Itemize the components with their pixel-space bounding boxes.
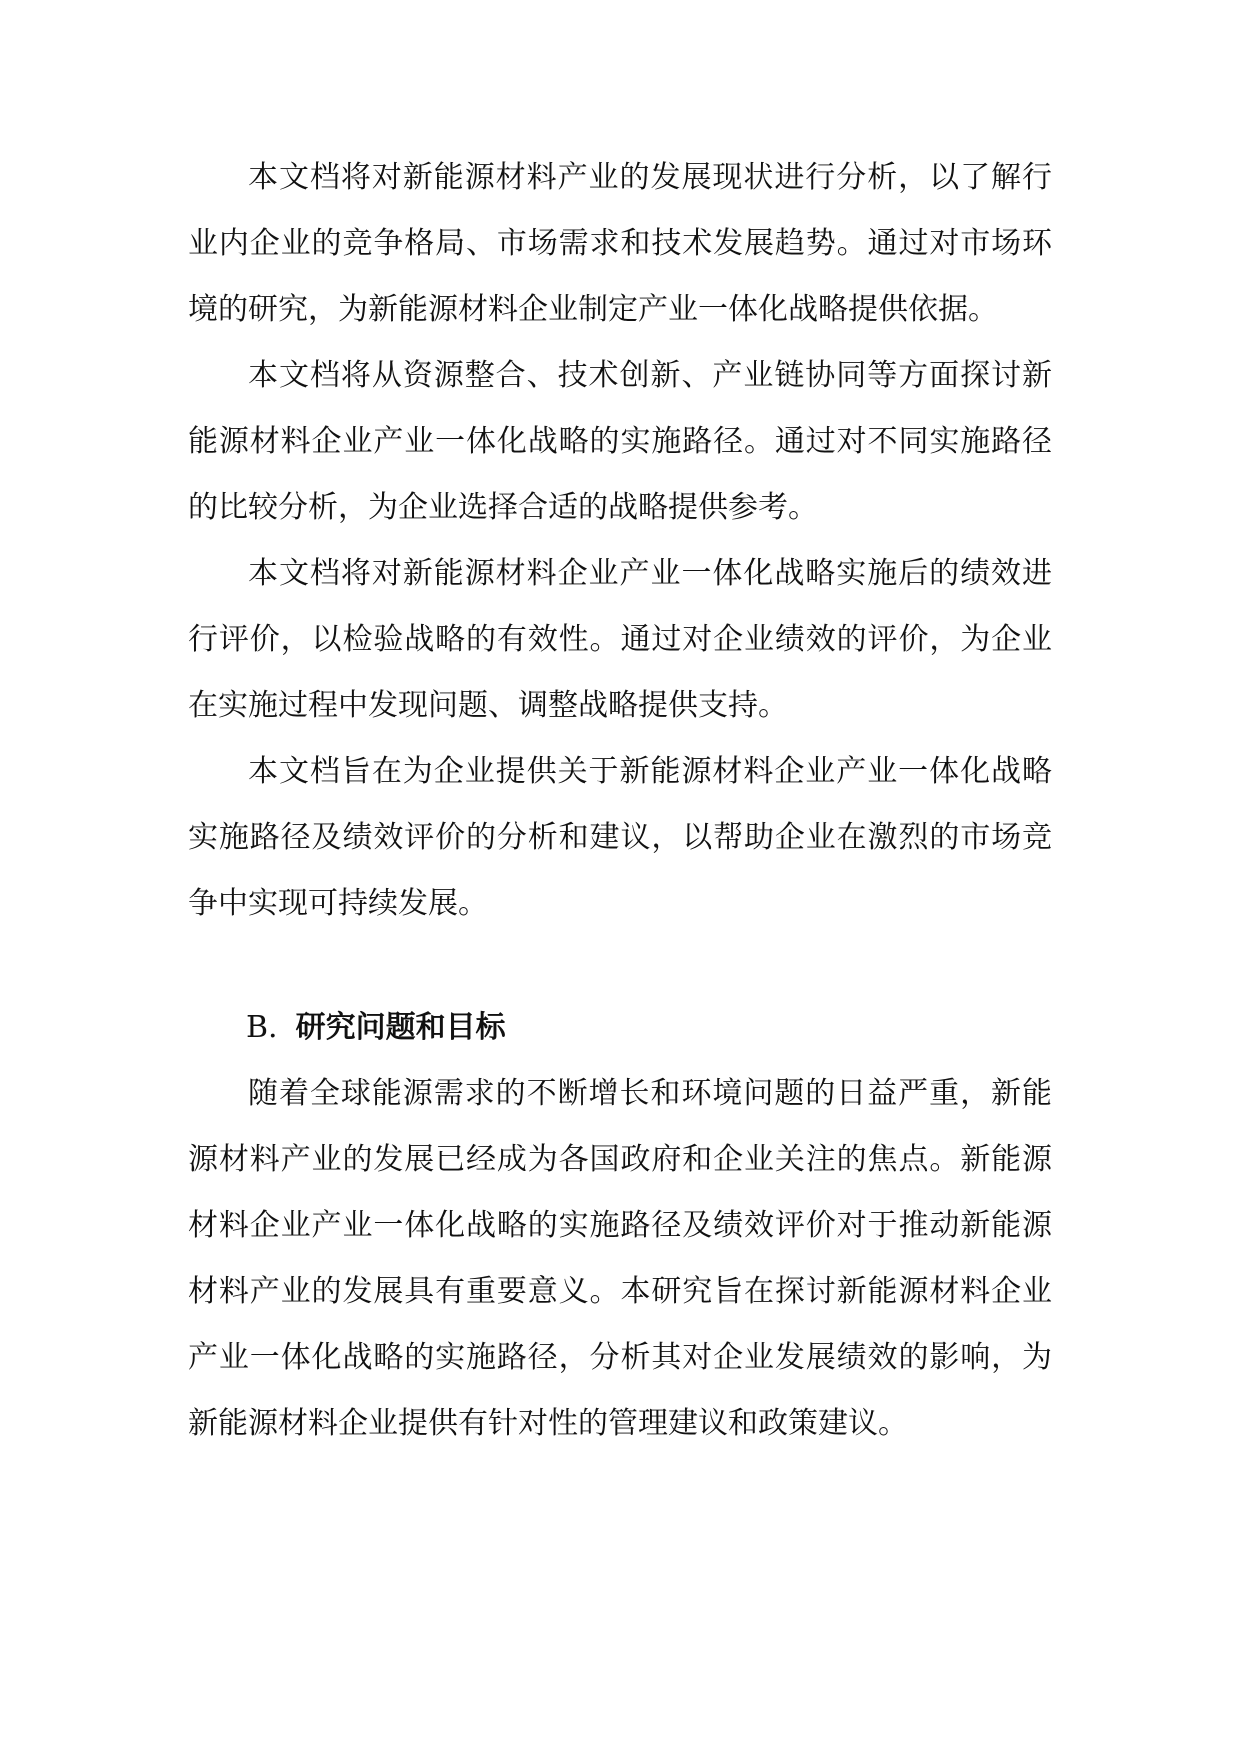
paragraph-performance-evaluation: 本文档将对新能源材料企业产业一体化战略实施后的绩效进行评价，以检验战略的有效性。通过对企业绩效的评价，为企业在实施过程中发现问题、调整战略提供支持。 — [188, 556, 1052, 723]
paragraph-implementation-paths: 本文档将从资源整合、技术创新、产业链协同等方面探讨新能源材料企业产业一体化战略的实施路径。通过对不同实施路径的比较分析，为企业选择合适的战略提供参考。 — [188, 358, 1052, 525]
paragraph-industry-analysis: 本文档将对新能源材料产业的发展现状进行分析，以了解行业内企业的竞争格局、市场需求和技术发展趋势。通过对市场环境的研究，为新能源材料企业制定产业一体化战略提供依据。 — [188, 160, 1052, 327]
section-title: 研究问题和目标 — [295, 1010, 506, 1045]
page-content — [188, 145, 1052, 1457]
paragraph-document-purpose: 本文档旨在为企业提供关于新能源材料企业产业一体化战略实施路径及绩效评价的分析和建议，以帮助企业在激烈的市场竞争中实现可持续发展。 — [188, 754, 1052, 921]
paragraph-research-goals: 随着全球能源需求的不断增长和环境问题的日益严重，新能源材料产业的发展已经成为各国政府和企业关注的焦点。新能源材料企业产业一体化战略的实施路径及绩效评价对于推动新能源材料产业的发展具有重要意义。本研究旨在探讨新能源材料企业产业一体化战略的实施路径，分析其对企业发展绩效的影响，为新能源材料企业提供有针对性的管理建议和政策建议。 — [188, 1076, 1052, 1441]
section-spacer — [188, 937, 1052, 995]
section-heading-b — [188, 995, 1052, 1061]
section-number: B. — [246, 1010, 278, 1045]
